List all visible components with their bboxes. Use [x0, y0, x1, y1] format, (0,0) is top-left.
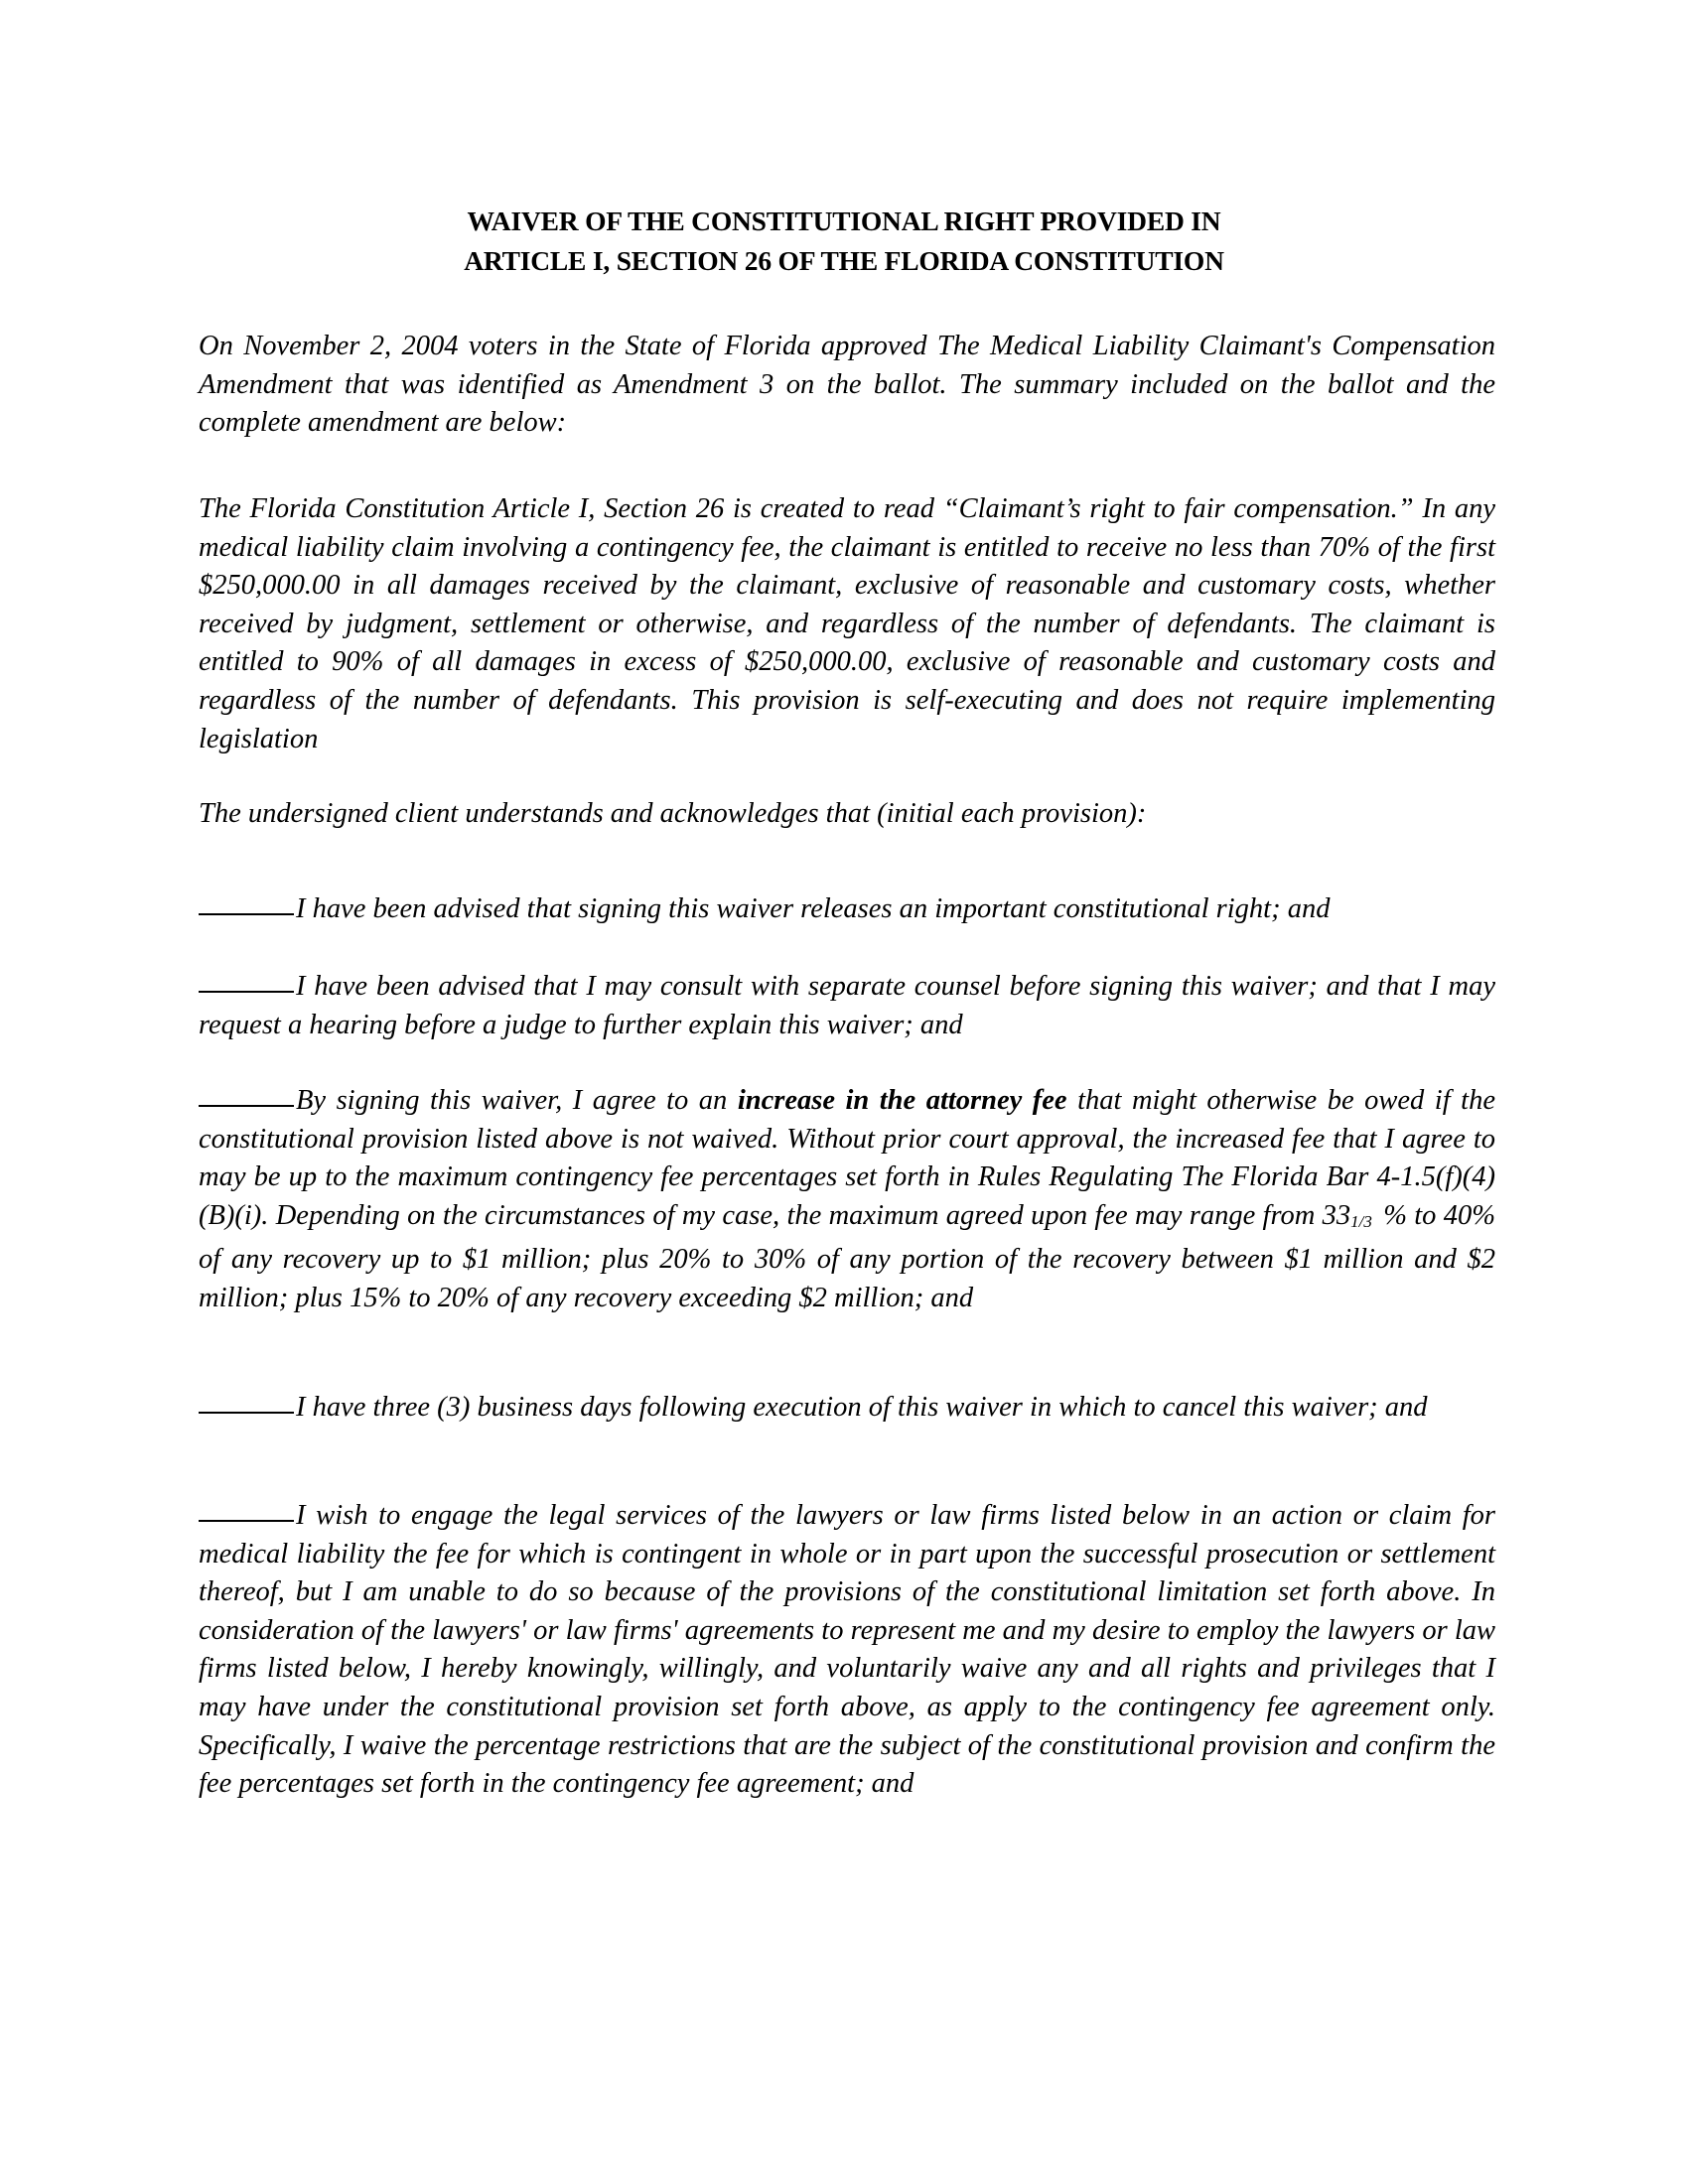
provision-1	[199, 890, 1495, 929]
initials-line-4[interactable]	[199, 1411, 294, 1414]
provision-3-text-b: that might otherwise be owed if the constitutional provision listed above is not waived. Without prior court approval, the increased fee that I agree to may be up to the maximum contingency fee percentages set forth in Rules Regulating The Florida Bar 4-1.5(f)(4)(B)(i). Depending on the circumstances of my case, the maximum agreed upon fee may range from 33	[199, 1085, 1495, 1231]
provision-4-text: I have three (3) business days following execution of this waiver in which to cancel this waiver; and	[296, 1392, 1428, 1423]
intro-paragraph: On November 2, 2004 voters in the State of Florida approved The Medical Liability Claimant's Compensation Amendment that was identified as Amendment 3 on the ballot. The summary included on the ballot and the complete amendment are below:	[199, 331, 1495, 439]
provision-5-text: I wish to engage the legal services of the lawyers or law firms listed below in an action or claim for medical liability the fee for which is contingent in whole or in part upon the successful prosecution or settlement thereof, but I am unable to do so because of the provisions of the constitutional limitation set forth above. In consideration of the lawyers' or law firms' agreements to represent me and my desire to employ the lawyers or law firms listed below, I hereby knowingly, willingly, and voluntarily waive any and all rights and privileges that I may have under the constitutional provision set forth above, as apply to the contingency fee agreement only. Specifically, I waive the percentage restrictions that are the subject of the constitutional provision and confirm the fee percentages set forth in the contingency fee agreement; and	[199, 1500, 1495, 1800]
provision-3-text-c: % to 40% of any recovery up to $1 million; plus 20% to 30% of any portion of the recovery between $1 million and $2 million; plus 15% to 20% of any recovery exceeding $2 million; and	[199, 1199, 1495, 1313]
initials-line-1[interactable]	[199, 912, 294, 915]
provision-2	[199, 968, 1495, 1044]
provision-1-text: I have been advised that signing this waiver releases an important constitutional right; and	[296, 893, 1331, 924]
amendment-paragraph: The Florida Constitution Article I, Section 26 is created to read “Claimant’s right to fair compensation.” In any medical liability claim involving a contingency fee, the claimant is entitled to receive no less than 70% of the first $250,000.00 in all damages received by the claimant, exclusive of reasonable and customary costs, whether received by judgment, settlement or otherwise, and regardless of the number of defendants. The claimant is entitled to 90% of all damages in excess of $250,000.00, exclusive of reasonable and customary costs and regardless of the number of defendants. This provision is self-executing and does not require implementing legislation	[199, 493, 1495, 754]
title-line-2: ARTICLE I, SECTION 26 OF THE FLORIDA CONSTITUTION	[464, 245, 1224, 276]
initials-line-5[interactable]	[199, 1519, 294, 1522]
provision-3-text-a: By signing this waiver, I agree to an	[296, 1085, 738, 1116]
fraction-one-third: 1/3	[1350, 1211, 1372, 1231]
provision-4	[199, 1389, 1495, 1428]
title-line-1: WAIVER OF THE CONSTITUTIONAL RIGHT PROVIDED IN	[467, 205, 1221, 236]
initials-line-3[interactable]	[199, 1104, 294, 1107]
provision-3-bold: increase in the attorney fee	[737, 1085, 1067, 1116]
provision-3	[199, 1082, 1495, 1318]
provision-5	[199, 1497, 1495, 1804]
document-title	[0, 202, 1688, 281]
provision-2-text: I have been advised that I may consult with separate counsel before signing this waiver; and that I may request a hearing before a judge to further explain this waiver; and	[199, 971, 1495, 1040]
acknowledgement-lead: The undersigned client understands and acknowledges that (initial each provision):	[199, 798, 1147, 829]
initials-line-2[interactable]	[199, 990, 294, 993]
